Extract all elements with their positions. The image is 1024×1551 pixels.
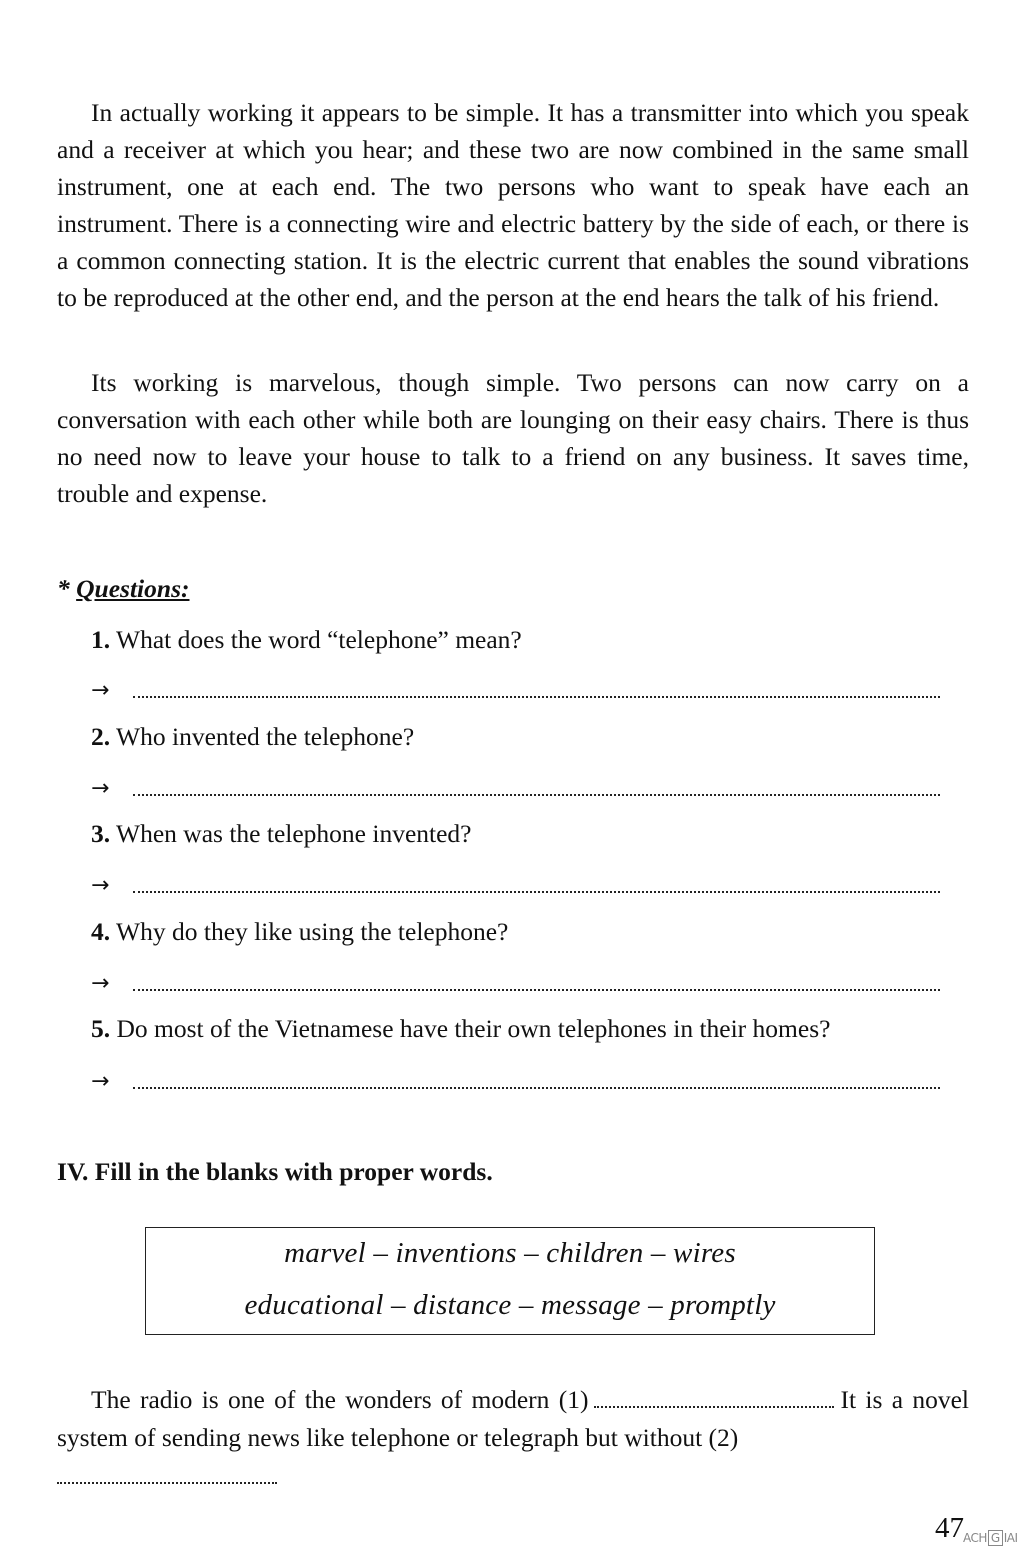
- passage-part-1: The radio is one of the wonders of modern (1): [91, 1385, 589, 1414]
- passage-part-2: It is a novel system of sending news like telephone or telegraph but without (2): [57, 1385, 970, 1452]
- answer-line-4[interactable]: [91, 969, 940, 999]
- question-number: 1.: [91, 625, 111, 654]
- dotted-blank: [133, 989, 940, 991]
- dotted-blank: [133, 891, 940, 893]
- word-box-line-2: educational – distance – message – promptly: [244, 1289, 776, 1321]
- answer-line-2[interactable]: [91, 774, 940, 804]
- watermark-logo: [963, 1530, 1018, 1546]
- question-5: [91, 1014, 830, 1044]
- arrow-icon: →: [91, 776, 110, 801]
- arrow-icon: →: [91, 873, 110, 898]
- question-text: Do most of the Vietnamese have their own telephones in their homes?: [116, 1014, 831, 1043]
- fill-in-passage: [57, 1381, 969, 1495]
- blank-2[interactable]: [57, 1464, 277, 1484]
- watermark-text-left: ACH: [963, 1531, 987, 1545]
- arrow-icon: →: [91, 1069, 110, 1094]
- question-number: 5.: [91, 1014, 111, 1043]
- dotted-blank: [133, 794, 940, 796]
- section-4-title: IV. Fill in the blanks with proper words.: [57, 1157, 493, 1186]
- questions-heading-prefix: *: [57, 574, 77, 603]
- word-box: [145, 1227, 875, 1335]
- dotted-blank: [133, 696, 940, 698]
- answer-line-1[interactable]: [91, 676, 940, 706]
- reading-paragraph-1: In actually working it appears to be simple. It has a transmitter into which you speak and a receiver at which you hear; and these two are now combined in the same small instrument, one at each end. The two persons who want to speak have each an instrument. There is a connecting wire and electric battery by the side of each, or there is a common connecting station. It is the electric current that enables the sound vibrations to be reproduced at the other end, and the person at the end hears the talk of his friend.: [57, 98, 969, 312]
- answer-line-3[interactable]: [91, 871, 940, 901]
- question-text: What does the word “telephone” mean?: [116, 625, 522, 654]
- reading-paragraph-2: Its working is marvelous, though simple. Two persons can now carry on a conversation with each other while both are lounging on their easy chairs. There is thus no need now to leave your house to talk to a friend on any business. It saves time, trouble and expense.: [57, 368, 969, 508]
- question-text: Why do they like using the telephone?: [116, 917, 509, 946]
- page-number: 47: [935, 1512, 964, 1544]
- question-number: 3.: [91, 819, 111, 848]
- arrow-icon: →: [91, 971, 110, 996]
- question-1: [91, 625, 522, 655]
- question-number: 4.: [91, 917, 111, 946]
- word-box-line-1: marvel – inventions – children – wires: [284, 1237, 736, 1269]
- arrow-icon: →: [91, 678, 110, 703]
- question-3: [91, 819, 472, 849]
- blank-1[interactable]: [594, 1388, 834, 1408]
- dotted-blank: [133, 1087, 940, 1089]
- question-text: When was the telephone invented?: [116, 819, 472, 848]
- questions-heading: [57, 574, 189, 604]
- answer-line-5[interactable]: [91, 1067, 940, 1097]
- watermark-text-right: IAI: [1003, 1531, 1018, 1545]
- question-text: Who invented the telephone?: [116, 722, 415, 751]
- question-4: [91, 917, 508, 947]
- questions-heading-label: Questions:: [76, 574, 190, 603]
- question-number: 2.: [91, 722, 111, 751]
- watermark-g-icon: G: [988, 1530, 1003, 1546]
- question-2: [91, 722, 414, 752]
